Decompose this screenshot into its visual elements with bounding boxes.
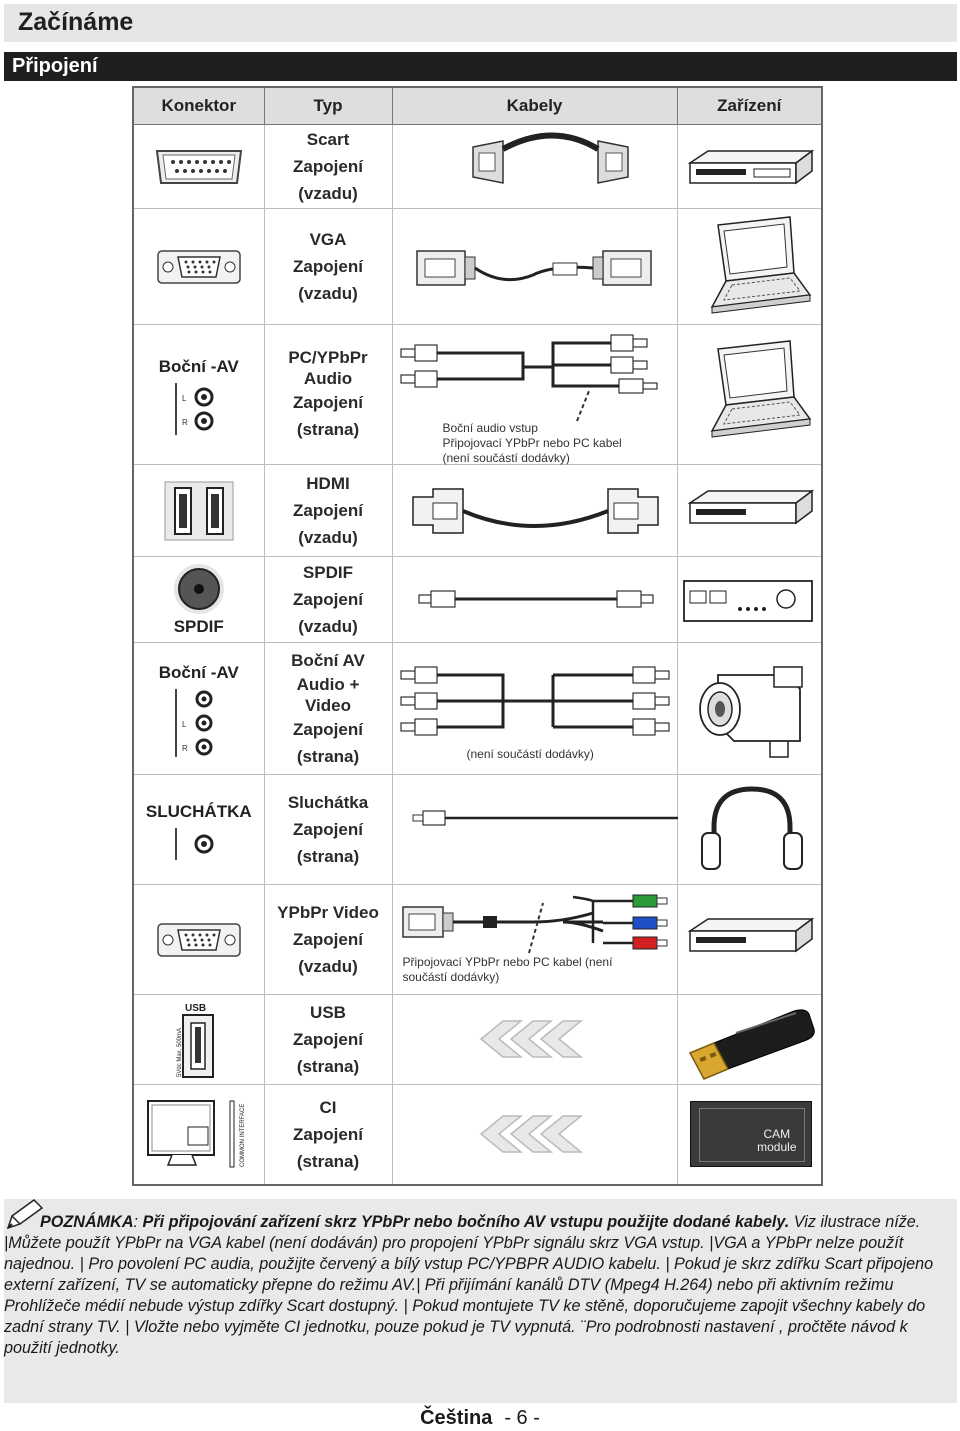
type-line: (vzadu) [298, 184, 358, 203]
insert-direction-arrows-icon [393, 997, 678, 1083]
device-cell [677, 557, 822, 643]
connector-cell [133, 325, 264, 465]
table-header-row [133, 87, 822, 125]
caption-line: součástí dodávky) [402, 970, 500, 984]
column-header-device: Zařízení [677, 87, 822, 125]
cable-cell [392, 1085, 677, 1185]
type-line: Sluchátka [287, 793, 369, 812]
headphones-device-icon [678, 777, 823, 883]
type-line: Zapojení [293, 392, 363, 412]
table-row [133, 775, 822, 885]
spdif-cable-icon [393, 559, 678, 641]
table-row [133, 465, 822, 557]
section-header [4, 52, 957, 81]
type-line: CI [319, 1097, 337, 1117]
type-line: Zapojení [293, 1124, 363, 1144]
type-cell [264, 1085, 392, 1185]
table-row [133, 643, 822, 775]
type-line: (vzadu) [298, 284, 358, 303]
type-line: USB [310, 1003, 346, 1022]
connector-cell [133, 885, 264, 995]
type-line: HDMI [306, 474, 350, 493]
connector-cell [133, 465, 264, 557]
type-line: (vzadu) [298, 957, 358, 976]
connections-table [132, 86, 823, 1186]
vga-cable-icon [393, 211, 678, 323]
note-body: Viz ilustrace níže. |Můžete použít YPbPr na VGA kabel (není dodáván) pro propojení YPbPr signálu skrz VGA vstup. |VGA a YPbPr nelze použít najednou. | Pro povolení PC audia, použijte červený a bílý vstup PC/YPBPR AUDIO kabelu. | Pokud je skrz zdířku Scart připojeno externí zařízení, TV se automaticky přepne do režimu AV.| Při přijímání kanálů DTV (Mpeg4 H.264) nebo při aktivním režimu Prohlížeče médií nebude výstup zdířky Scart dostupný. | Pokud montujete TV ke stěně, doporučujeme zapojit všechny kabely do zadní strany TV. | Vložte nebo vyjměte CI jednotku, pouze pokud je TV vypnutá. ¨Pro podrobnosti nastavení , pročtěte návod k použití jednotky. [4, 1213, 934, 1357]
vcr-device-icon [678, 127, 823, 207]
type-cell [264, 557, 392, 643]
cable-cell [392, 325, 677, 465]
hdmi-connector-icon [159, 476, 239, 546]
vga-connector-icon [154, 918, 244, 962]
cam-label-line: module [757, 1140, 797, 1154]
table-row [133, 325, 822, 465]
connector-label: Boční -AV [158, 356, 239, 376]
type-line: Zapojení [293, 820, 363, 839]
type-cell [264, 325, 392, 465]
section-title: Připojení [12, 55, 98, 77]
caption-line: (není součástí dodávky) [442, 451, 570, 465]
device-cell [677, 995, 822, 1085]
headphone-jack-icon [164, 826, 234, 862]
cable-cell [392, 775, 677, 885]
common-interface-label: COMMON INTERFACE [239, 1103, 246, 1168]
connector-cell [133, 1085, 264, 1185]
usb-port-label: USB [184, 1002, 206, 1014]
connector-label: SLUCHÁTKA [145, 801, 252, 821]
type-cell [264, 995, 392, 1085]
scart-connector-icon [149, 145, 249, 189]
type-cell [264, 465, 392, 557]
jack-letter-l: L [181, 393, 187, 403]
camcorder-device-icon [678, 645, 823, 773]
connector-cell [133, 775, 264, 885]
footer-language: Čeština [420, 1407, 493, 1429]
type-line: (strana) [296, 1151, 360, 1171]
device-cell [677, 885, 822, 995]
table-row [133, 125, 822, 209]
cable-caption [403, 955, 613, 985]
type-line: Audio [303, 368, 353, 388]
hdmi-cable-icon [393, 467, 678, 555]
laptop-device-icon [678, 327, 823, 463]
cable-cell [392, 125, 677, 209]
jack-letter-r: R [181, 417, 188, 427]
cable-cell [392, 465, 677, 557]
table-row [133, 1085, 822, 1185]
ci-slot-tv-icon [144, 1097, 254, 1171]
table-row [133, 885, 822, 995]
connector-cell [133, 995, 264, 1085]
type-line: Video [305, 696, 351, 715]
usb-stick-device-icon [678, 997, 823, 1083]
type-line: Zapojení [293, 590, 363, 609]
device-cell [677, 1085, 822, 1185]
type-line: Zapojení [293, 501, 363, 520]
type-line: PC/YPbPr [288, 347, 368, 367]
spdif-jack-icon [169, 561, 229, 617]
audio-amplifier-device-icon [678, 559, 823, 641]
dvd-player-device-icon [678, 467, 823, 555]
connector-label: Boční -AV [158, 662, 239, 682]
page-number: - 6 - [504, 1407, 540, 1429]
type-cell [264, 885, 392, 995]
device-cell [677, 125, 822, 209]
type-line: YPbPr Video [277, 903, 379, 922]
vga-connector-icon [154, 245, 244, 289]
type-line: VGA [309, 230, 347, 249]
cable-cell [392, 995, 677, 1085]
type-line: Boční AV [291, 651, 365, 670]
column-header-cables: Kabely [392, 87, 677, 125]
type-line: Zapojení [293, 257, 363, 276]
laptop-device-icon [678, 211, 823, 323]
connector-label: SPDIF [173, 616, 224, 636]
note-text: POZNÁMKA: Při připojování zařízení skrz YPbPr nebo bočního AV vstupu použijte dodané kabely. Viz ilustrace níže. |Můžete použít YPbPr na VGA kabel (není dodáván) pro propojení YPbPr signálu skrz VGA vstup. |VGA a YPbPr nelze použít najednou. | Pro povolení PC audia, použijte červený a bílý vstup PC/YPBPR AUDIO kabelu. | Pokud je skrz zdířku Scart připojeno externí zařízení, TV se automaticky přepne do režimu AV.| Při přijímání kanálů DTV (Mpeg4 H.264) nebo při aktivním režimu Prohlížeče médií nebude výstup zdířky Scart dostupný. | Pokud montujete TV ke stěně, doporučujeme zapojit všechny kabely do zadní strany TV. | Vložte nebo vyjměte CI jednotku, pouze pokud je TV vypnutá. ¨Pro podrobnosti nastavení , pročtěte návod k použití jednotky. [4, 1213, 934, 1357]
usb-power-label: 5Vdc Max. 500mA [176, 1027, 183, 1077]
caption-line: Připojovací YPbPr nebo PC kabel [442, 436, 622, 450]
type-line: Zapojení [293, 157, 363, 176]
jack-letter-r: R [181, 743, 188, 753]
side-av-jack-icon [164, 381, 234, 437]
side-av-jack-icon [164, 687, 234, 759]
table-row [133, 209, 822, 325]
cable-cell [392, 885, 677, 995]
dvd-player-device-icon [678, 887, 823, 993]
page-header [4, 4, 957, 42]
type-line: Zapojení [293, 1030, 363, 1049]
type-line: Audio + [296, 675, 360, 694]
caption-line: (není součástí dodávky) [466, 747, 594, 761]
type-cell [264, 643, 392, 775]
note-bold-text: Při připojování zařízení skrz YPbPr nebo bočního AV vstupu použijte dodané kabely. [142, 1213, 790, 1231]
table-row [133, 557, 822, 643]
connector-cell [133, 209, 264, 325]
type-line: Scart [306, 130, 350, 149]
type-line: SPDIF [302, 563, 354, 582]
headphone-cable-icon [393, 777, 678, 883]
page-title: Začínáme [18, 8, 134, 36]
connector-cell [133, 125, 264, 209]
cable-caption [443, 421, 622, 466]
type-line: (strana) [296, 847, 360, 866]
type-line: (vzadu) [298, 528, 358, 547]
cam-module-icon [690, 1101, 812, 1167]
caption-line: Připojovací YPbPr nebo PC kabel (není [402, 955, 613, 969]
device-cell [677, 325, 822, 465]
type-line: (strana) [296, 1057, 360, 1076]
type-line: (vzadu) [298, 617, 358, 636]
type-cell [264, 209, 392, 325]
type-line: Zapojení [293, 930, 363, 949]
type-line: (strana) [296, 419, 360, 439]
type-line: Zapojení [293, 720, 363, 739]
type-cell [264, 125, 392, 209]
insert-direction-arrows-icon [393, 1086, 678, 1182]
type-cell [264, 775, 392, 885]
connector-cell [133, 557, 264, 643]
caption-line: Boční audio vstup [442, 421, 538, 435]
cable-cell [392, 643, 677, 775]
device-cell [677, 643, 822, 775]
usb-port-icon [159, 999, 239, 1081]
cam-label-line: CAM [763, 1127, 791, 1141]
cable-cell [392, 209, 677, 325]
table-row [133, 995, 822, 1085]
connector-cell [133, 643, 264, 775]
device-cell [677, 465, 822, 557]
jack-letter-l: L [181, 719, 187, 729]
page-footer [0, 1407, 960, 1430]
column-header-connector: Konektor [133, 87, 264, 125]
type-line: (strana) [296, 747, 360, 766]
cam-module-label [757, 1128, 796, 1154]
device-cell [677, 775, 822, 885]
cable-cell [392, 557, 677, 643]
note-label: POZNÁMKA [40, 1213, 134, 1231]
cable-caption [467, 747, 594, 762]
scart-cable-icon [393, 127, 678, 207]
column-header-type: Typ [264, 87, 392, 125]
device-cell [677, 209, 822, 325]
